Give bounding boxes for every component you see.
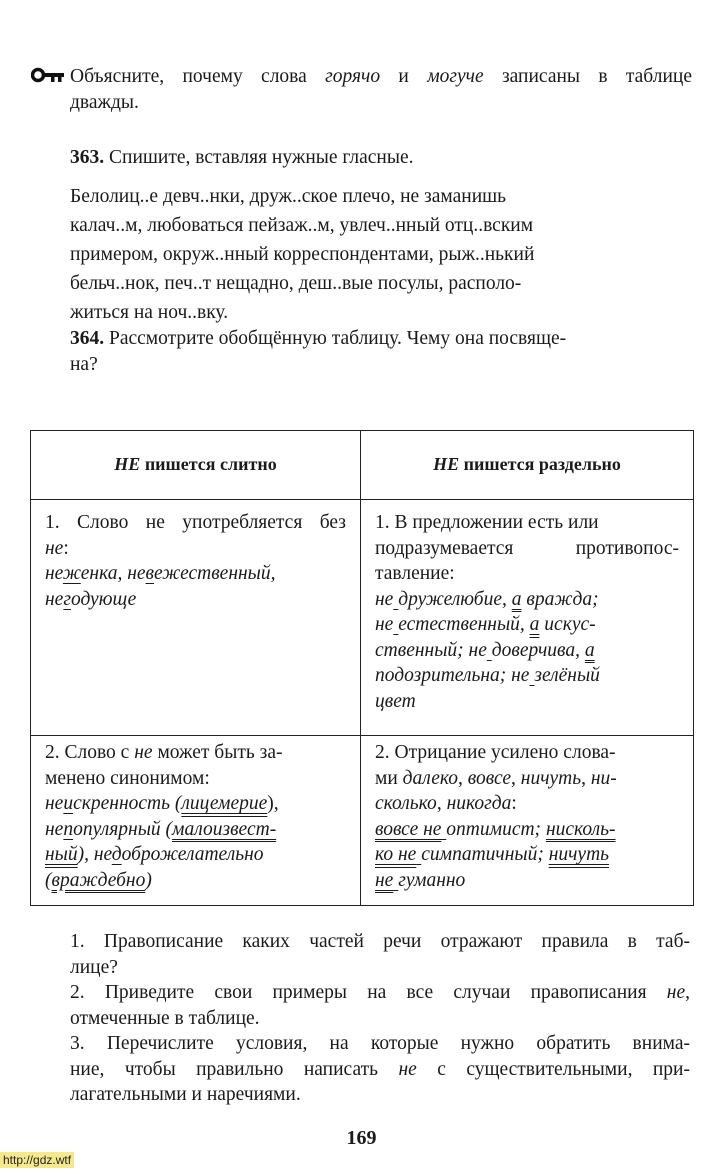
text-segment: естественный, [398,614,530,635]
text-segment: пишется раздельно [459,454,621,475]
text-segment: , [511,767,521,789]
text-segment: д [111,844,122,865]
text-segment: могуче [427,66,484,87]
text-segment: ) [145,869,152,891]
text-segment: 1. Правописание каких частей речи отражают правила в таб- [70,931,690,952]
table-cell [31,736,361,906]
text-segment: вовсе не [375,818,442,840]
text-segment: не [375,588,394,610]
exercise-364-title [70,326,692,377]
text-line [45,766,346,792]
text-segment: г [63,588,71,610]
text-line [45,842,346,868]
text-segment: искус- [539,614,596,635]
text-segment: не [375,614,394,635]
text-segment: НЕ [114,454,141,475]
text-segment: не [45,537,64,559]
text-segment: и [380,66,428,87]
text-segment: не [375,869,394,891]
text-segment: , [436,793,447,814]
text-line [45,817,346,843]
text-segment: вражда; [521,588,599,610]
text-segment: НЕ [433,454,460,475]
text-line [45,587,346,613]
text-segment: ственный; не [375,639,487,661]
text-segment: не [127,563,146,584]
text-segment: может быть за- [152,742,283,763]
text-segment: на? [70,353,98,375]
questions-list [70,929,690,1108]
text-line [45,561,346,587]
text-segment: менено синонимом: [45,767,210,789]
text-segment: враждебно [51,869,146,891]
text-segment: калач..м, любоваться пейзаж..м, увлеч..нный отц..вским [70,215,534,236]
text-line [45,791,346,817]
text-segment: дважды. [70,91,139,113]
text-segment: : [63,537,69,559]
text-segment: одующе [70,588,137,610]
text-line [70,955,690,981]
text-segment: , [581,767,591,789]
text-segment: подозрительна; не [375,665,530,686]
text-line [375,842,679,868]
text-segment: ежественный, [154,563,276,584]
text-segment: 1. В предложении есть или [375,512,599,533]
text-segment: не [45,563,63,584]
text-line [375,510,679,536]
text-segment: ничуть [520,767,582,789]
text-line [70,980,690,1006]
text-segment: , [685,982,690,1003]
text-segment: не [134,742,153,763]
text-line [45,740,346,766]
text-segment: скренность ( [73,793,182,814]
text-line [70,929,690,955]
text-segment: лице? [70,956,118,978]
text-segment: записаны в таблице [483,66,692,87]
text-line [375,868,679,894]
text-segment: ный [45,844,78,865]
header-joined [31,431,361,500]
text-line [375,612,679,638]
text-line [375,638,679,664]
text-line [45,536,346,562]
table-cell [361,736,694,906]
text-line [375,536,679,562]
text-segment: сколько [375,793,437,814]
text-segment: далеко [402,767,459,789]
text-segment: не [398,1058,417,1080]
text-line [70,326,692,352]
text-segment: 2. Отрицание усилено слова- [375,742,616,763]
text-segment: 363. [70,147,105,168]
text-line [375,740,679,766]
text-segment: не [666,982,686,1003]
text-segment: 1. Слово не употребляется без [45,512,346,533]
text-line [70,211,690,240]
text-segment: Объясните, почему слова [70,66,326,87]
text-segment: ми [375,767,403,789]
text-segment: зелёный [534,665,600,686]
table-row [31,736,694,906]
table-cell [31,500,361,736]
text-line [375,587,679,613]
text-segment: а [511,588,522,610]
text-line [70,240,690,269]
text-segment: , [458,767,468,789]
text-line [70,352,692,378]
rules-table [30,430,694,906]
text-segment: примером, окруж..нный корреспондентами, рыж..нький [70,244,535,265]
text-line [70,1006,690,1032]
text-line [70,90,692,116]
text-segment: ко не [375,844,417,865]
header-separate [361,431,694,500]
text-segment: не [45,818,64,840]
text-segment: в [145,563,155,584]
text-segment: 2. Приведите свои примеры на все случаи правописания [70,982,667,1003]
text-segment: 364. [70,328,105,349]
text-line [375,817,679,843]
key-question [70,64,692,115]
table-row [31,500,694,736]
text-segment: гуманно [398,869,466,891]
text-segment: Белолиц..е девч..нки, друж..ское плечо, не заманишь [70,186,507,207]
text-line [45,868,346,894]
text-segment: 3. Перечислите условия, на которые нужно обратить внима- [70,1033,690,1054]
watermark-link[interactable]: http://gdz.wtf [0,1152,74,1168]
text-segment: лагательными и наречиями. [70,1084,301,1105]
text-line [70,64,692,90]
text-line [70,269,690,298]
text-line [31,452,360,478]
text-segment: с существительными, при- [416,1058,690,1080]
text-segment: п [63,818,74,840]
text-segment: ж [62,563,81,584]
text-segment: житься на ноч..вку. [70,302,229,323]
text-segment: опулярный ( [73,818,173,840]
text-line [375,663,679,689]
key-icon [31,67,65,83]
text-line [70,1057,690,1083]
text-segment: ( [45,869,52,891]
text-segment: нисколь- [545,818,616,840]
text-segment: : [511,793,517,814]
page-number: 169 [346,1127,377,1149]
text-segment: и [63,793,74,814]
text-segment: не [45,793,64,814]
text-line [375,791,679,817]
text-line [375,689,679,715]
text-segment: малоизвест- [172,818,277,840]
text-line [70,1031,690,1057]
text-line [70,298,690,327]
text-segment: ние, чтобы правильно написать [70,1058,399,1080]
text-segment: тавление: [375,563,455,584]
text-segment: ), не [77,844,112,865]
text-line [70,145,690,171]
text-segment: симпатичный; [421,844,549,865]
table-cell [361,500,694,736]
text-segment: ), [267,793,279,814]
text-segment: отмеченные в таблице. [70,1007,260,1029]
text-line [70,1082,690,1108]
text-segment: ничуть [548,844,610,865]
text-segment: Спишите, вставляя нужные гласные. [104,147,414,168]
text-segment: подразумевается противопос- [375,537,679,559]
text-line [375,561,679,587]
text-line [70,182,690,211]
exercise-363-text [70,182,690,327]
text-segment: не [45,588,64,610]
text-segment: а [584,639,595,661]
exercise-363-title [70,145,690,171]
text-segment: ни- [590,767,617,789]
text-segment: пишется слитно [140,454,277,475]
text-segment: вовсе [467,767,512,789]
text-segment: оброжелательно [121,844,264,865]
table-header-row [31,431,694,500]
text-segment: а [529,614,540,635]
text-segment: лицемерие [181,793,268,814]
text-segment: дружелюбие, [398,588,512,610]
text-segment: 2. Слово с [45,742,135,763]
text-line [361,452,693,478]
text-segment: енка, [80,563,128,584]
text-segment: доверчива, [491,639,585,661]
text-segment: Рассмотрите обобщённую таблицу. Чему она посвяще- [104,328,567,349]
text-segment: никогда [446,793,512,814]
text-segment: горячо [325,66,381,87]
text-segment: оптимист; [446,818,546,840]
text-line [45,510,346,536]
text-segment: бельч..нок, печ..т нещадно, деш..вые посулы, располо- [70,273,522,294]
text-segment: цвет [375,690,416,712]
text-line [375,766,679,792]
